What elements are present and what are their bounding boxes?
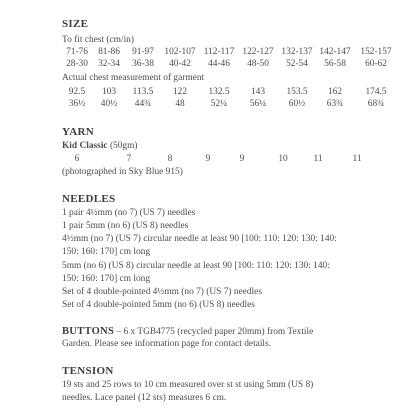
yarn-ball-count: 11: [352, 154, 362, 164]
actual-in-value: 44¾: [134, 99, 152, 109]
yarn-weight: (50gm): [109, 141, 138, 151]
chest-in-value: 52-54: [286, 59, 308, 69]
chest-cm-value: 71-76: [66, 47, 88, 57]
chest-cm-value: 91-97: [132, 47, 154, 57]
needle-line: Set of 4 double-pointed 5mm (no 6) (US 8) needles: [62, 300, 255, 310]
buttons-heading: BUTTONS: [62, 326, 115, 337]
needle-line: 5mm (no 6) (US 8) circular needle at least 90 [100: 110: 120: 130: 140:: [62, 261, 330, 271]
actual-cm-value: 92.5: [68, 87, 86, 97]
needle-line: 150: 160: 170] cm long: [62, 247, 151, 257]
size-heading: SIZE: [62, 18, 89, 30]
actual-in-value: 68¾: [367, 99, 385, 109]
actual-in-value: 56¼: [249, 99, 267, 109]
yarn-name: Kid Classic: [62, 141, 108, 151]
chest-cm-row: [56, 47, 392, 59]
chest-in-value: 56-58: [324, 59, 346, 69]
chest-in-value: 60-62: [365, 59, 387, 69]
actual-cm-value: 113.5: [132, 87, 154, 97]
chest-cm-value: 102-107: [164, 47, 196, 57]
actual-cm-value: 143: [250, 87, 266, 97]
yarn-ball-count: 7: [126, 154, 132, 164]
chest-in-value: 28-30: [66, 59, 88, 69]
buttons-line-2: Garden. Please see information page for contact details.: [62, 339, 272, 349]
needle-line: 1 pair 5mm (no 6) (US 8) needles: [62, 221, 189, 231]
actual-in-value: 40½: [100, 99, 118, 109]
chest-cm-value: 152-157: [360, 47, 392, 57]
actual-in-value: 48: [175, 99, 185, 109]
actual-cm-value: 122: [172, 87, 188, 97]
yarn-balls-row: [56, 154, 362, 166]
chest-in-value: 44-46: [208, 59, 230, 69]
tension-heading: TENSION: [62, 365, 114, 377]
chest-cm-value: 112-117: [203, 47, 235, 57]
chest-in-value: 32-34: [98, 59, 120, 69]
needles-heading: NEEDLES: [62, 193, 116, 205]
chest-cm-value: 81-86: [98, 47, 120, 57]
needle-line: 1 pair 4½mm (no 7) (US 7) needles: [62, 208, 196, 218]
yarn-name-line: [62, 141, 138, 151]
needle-line: Set of 4 double-pointed 4½mm (no 7) (US 7) needles: [62, 287, 262, 297]
actual-in-value: 36½: [68, 99, 86, 109]
actual-cm-row: [56, 87, 387, 99]
actual-in-value: 52¼: [210, 99, 228, 109]
to-fit-label: To fit chest (cm/in): [62, 35, 134, 45]
chest-in-value: 48-50: [247, 59, 269, 69]
actual-chest-label: Actual chest measurement of garment: [62, 73, 205, 83]
tension-line: needles. Lace panel (12 sts) measures 6 cm.: [62, 393, 227, 403]
needle-line: 4½mm (no 7) (US 7) circular needle at least 90 [100: 110: 120: 130: 140:: [62, 234, 337, 244]
yarn-ball-count: 6: [74, 154, 80, 164]
needle-line: 150: 160: 170] cm long: [62, 274, 151, 284]
chest-cm-value: 142-147: [319, 47, 351, 57]
yarn-ball-count: 10: [278, 154, 288, 164]
chest-in-value: 36-38: [132, 59, 154, 69]
actual-cm-value: 103: [101, 87, 117, 97]
actual-in-value: 60½: [288, 99, 306, 109]
yarn-ball-count: 8: [167, 154, 173, 164]
chest-in-value: 40-42: [169, 59, 191, 69]
actual-cm-value: 132.5: [208, 87, 230, 97]
yarn-note: (photographed in Sky Blue 915): [62, 167, 183, 177]
yarn-ball-count: 9: [239, 154, 245, 164]
buttons-text: – 6 x TGB4775 (recycled paper 20mm) from Textile: [114, 327, 314, 337]
yarn-heading: YARN: [62, 126, 94, 138]
actual-in-row: [56, 99, 385, 111]
yarn-ball-count: 11: [313, 154, 323, 164]
actual-cm-value: 162: [327, 87, 343, 97]
tension-line: 19 sts and 25 rows to 10 cm measured over st st using 5mm (US 8): [62, 380, 314, 390]
actual-cm-value: 153.5: [286, 87, 308, 97]
chest-in-row: [56, 59, 387, 71]
chest-cm-value: 132-137: [281, 47, 313, 57]
buttons-line: [62, 326, 313, 337]
yarn-ball-count: 9: [205, 154, 211, 164]
actual-in-value: 63¾: [326, 99, 344, 109]
chest-cm-value: 122-127: [242, 47, 274, 57]
actual-cm-value: 174.5: [365, 87, 387, 97]
